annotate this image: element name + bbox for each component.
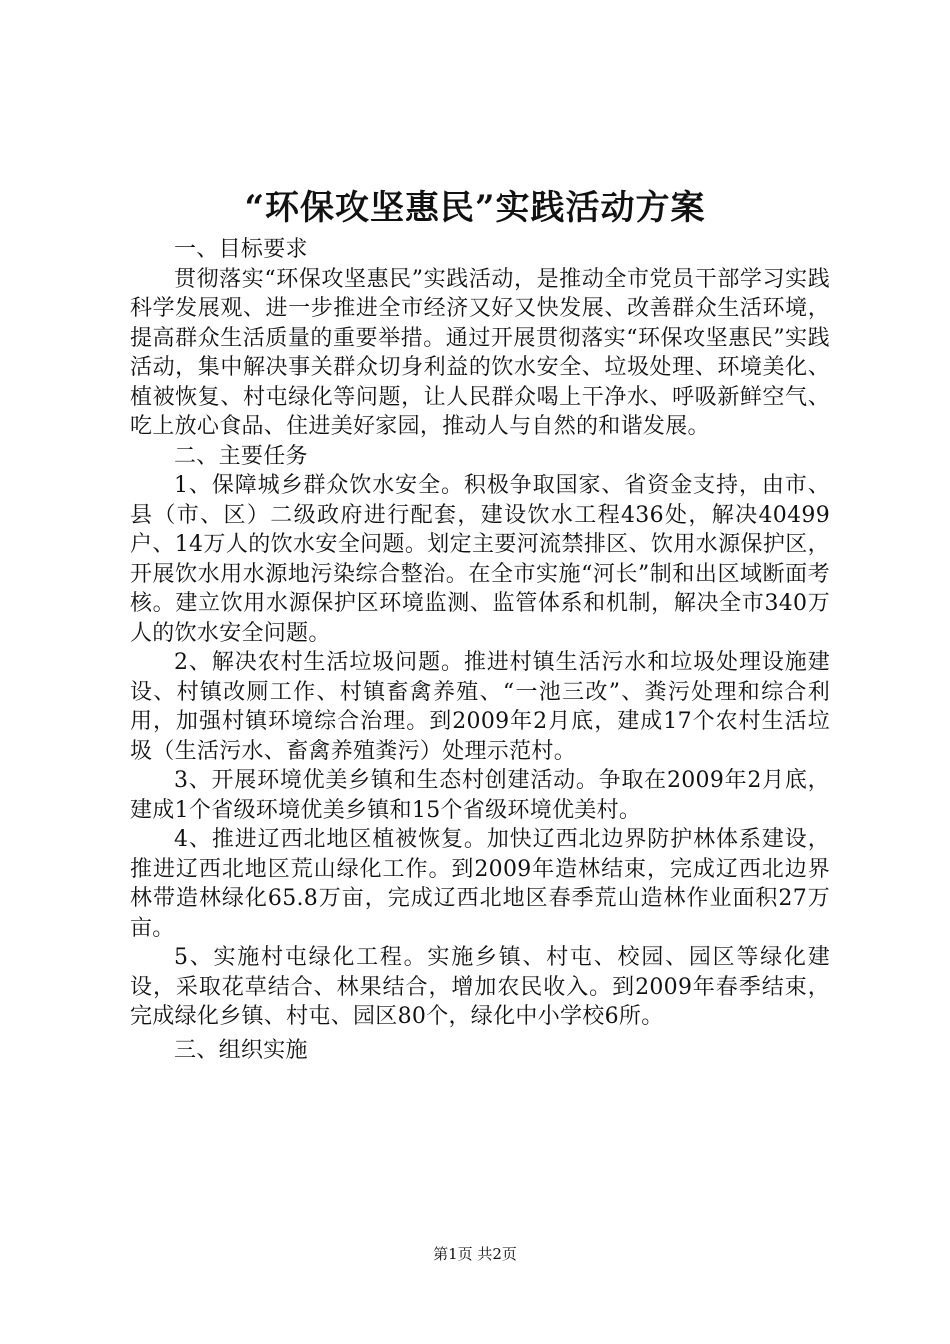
section-heading: 二、主要任务 xyxy=(174,443,308,469)
section-heading: 三、组织实施 xyxy=(174,1037,308,1063)
document-body xyxy=(130,235,830,1065)
body-paragraph: 贯彻落实“环保攻坚惠民”实践活动，是推动全市党员干部学习实践科学发展观、进一步推进全市经济又好又快发展、改善群众生活环境，提高群众生活质量的重要举措。通过开展贯彻落实“环保攻坚惠民”实践活动，集中解决事关群众切身利益的饮水安全、垃圾处理、环境美化、植被恢复、村屯绿化等问题，让人民群众喝上干净水、呼吸新鲜空气、吃上放心食品、住进美好家园，推动人与自然的和谐发展。 xyxy=(130,266,830,439)
task-paragraph: 1、保障城乡群众饮水安全。积极争取国家、省资金支持，由市、县（市、区）二级政府进行配套，建设饮水工程436处，解决40499户、14万人的饮水安全问题。划定主要河流禁排区、饮用水源保护区，开展饮水用水源地污染综合整治。在全市实施“河长”制和出区域断面考核。建立饮用水源保护区环境监测、监管体系和机制，解决全市340万人的饮水安全问题。 xyxy=(130,473,830,646)
task-paragraph: 4、推进辽西北地区植被恢复。加快辽西北边界防护林体系建设，推进辽西北地区荒山绿化工作。到2009年造林结束，完成辽西北边界林带造林绿化65.8万亩，完成辽西北地区春季荒山造林作业面积27万亩。 xyxy=(130,827,830,941)
task-paragraph: 2、解决农村生活垃圾问题。推进村镇生活污水和垃圾处理设施建设、村镇改厕工作、村镇畜禽养殖、“一池三改”、粪污处理和综合利用，加强村镇环境综合治理。到2009年2月底，建成17个农村生活垃圾（生活污水、畜禽养殖粪污）处理示范村。 xyxy=(130,650,830,764)
section-heading: 一、目标要求 xyxy=(174,237,308,262)
task-paragraph: 5、实施村屯绿化工程。实施乡镇、村屯、校园、园区等绿化建设，采取花草结合、林果结合，增加农民收入。到2009年春季结束，完成绿化乡镇、村屯、园区80个，绿化中小学校6所。 xyxy=(130,945,830,1029)
task-paragraph: 3、开展环境优美乡镇和生态村创建活动。争取在2009年2月底，建成1个省级环境优美乡镇和15个省级环境优美村。 xyxy=(130,768,830,823)
page-number-footer: 第1页 共2页 xyxy=(433,1245,517,1263)
document-title: “环保攻坚惠民”实践活动方案 xyxy=(244,188,706,228)
